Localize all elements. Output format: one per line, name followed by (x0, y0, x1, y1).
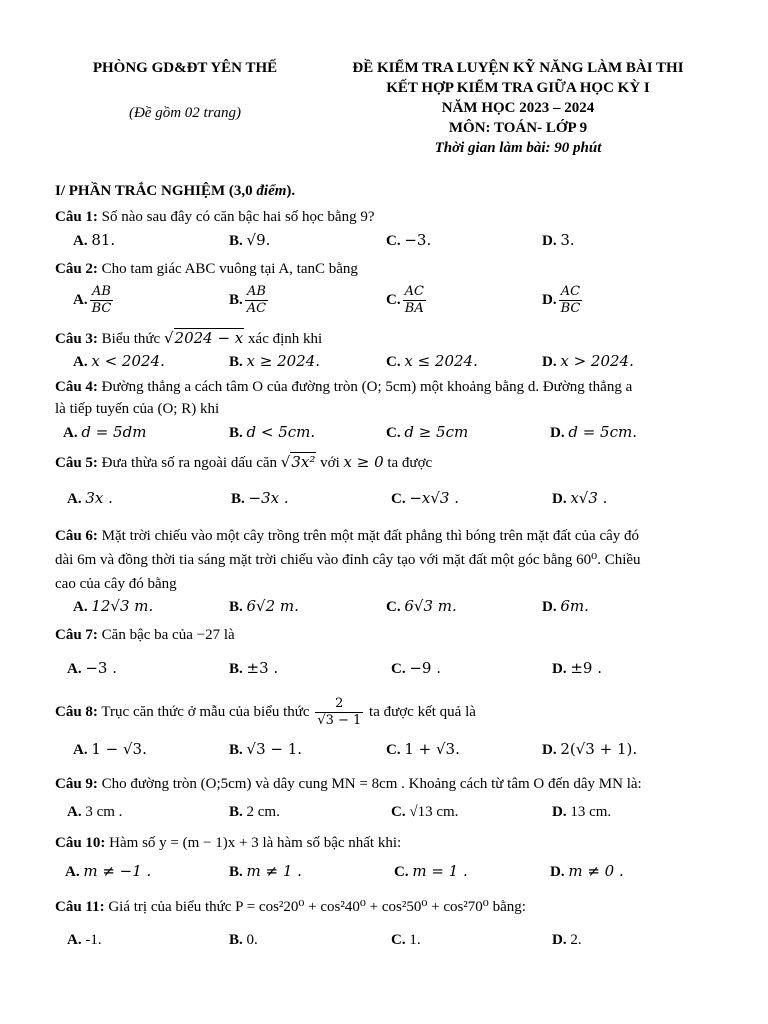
option-b: B. −3x . (231, 489, 289, 507)
question-3: Câu 3: Biểu thức √ 2024 − x xác định khi (55, 327, 715, 350)
question-11-options (55, 932, 715, 956)
option-d: D. m ≠ 0 . (550, 862, 624, 880)
option-c: C. x ≤ 2024. (386, 352, 478, 370)
option-b: B. 2 cm. (229, 804, 280, 820)
question-7: Câu 7: Căn bậc ba của −27 là (55, 627, 235, 643)
question-2: Câu 2: Cho tam giác ABC vuông tại A, tanC bằng (55, 261, 358, 277)
option-a: A. -1. (67, 932, 102, 948)
option-c: C. 1. (391, 932, 421, 948)
square-root: √ 2024 − x (164, 328, 244, 347)
option-d: D. $\frac{AC}{BC}$ (542, 284, 581, 316)
option-c: C. −x√3 . (391, 489, 460, 507)
option-a: A. 12√3 m. (73, 597, 154, 615)
question-1-options (55, 231, 715, 255)
fraction: $\frac{2}{√3 - 1}$ (317, 696, 362, 729)
school-year: NĂM HỌC 2023 – 2024 (441, 100, 595, 116)
option-d: D. d = 5cm. (550, 423, 637, 441)
square-root: √ 3x² (281, 452, 317, 471)
section-title: I/ PHẦN TRẮC NGHIỆM (3,0 điểm). (55, 183, 296, 199)
question-5: Câu 5: Đưa thừa số ra ngoài dấu căn √ 3x² với x ≥ 0 ta được (55, 451, 715, 474)
option-d: D. x > 2024. (542, 352, 634, 370)
option-a: A. m ≠ −1 . (65, 862, 152, 880)
question-9-options (55, 804, 715, 828)
option-a: A. −3 . (67, 659, 117, 677)
header-left (60, 58, 310, 123)
option-c: C. 6√3 m. (386, 597, 457, 615)
option-a: A. 81. (73, 231, 116, 249)
option-c: C. 1 + √3. (386, 740, 460, 758)
question-3-options (55, 352, 715, 376)
question-4: Câu 4: Đường thẳng a cách tâm O của đường tròn (O; 5cm) một khoảng bằng d. Đường thẳng a là tiếp tuyến của (O; R) khi (55, 379, 633, 417)
option-c: C. $\frac{AC}{BA}$ (386, 284, 424, 316)
question-2-options (55, 284, 715, 320)
question-6-options (55, 597, 715, 621)
option-a: A. 1 − √3. (73, 740, 147, 758)
exam-title: ĐỀ KIỂM TRA LUYỆN KỸ NĂNG LÀM BÀI THI (352, 60, 684, 76)
option-c: C. d ≥ 5cm (386, 423, 469, 441)
header-right (318, 58, 718, 158)
question-8-options (55, 740, 715, 764)
option-b: B. 0. (229, 932, 258, 948)
option-c: C. −3. (386, 231, 432, 249)
option-a: A. $\frac{AB}{BC}$ (73, 284, 112, 316)
option-a: A. 3 cm . (67, 804, 123, 820)
question-1: Câu 1: Số nào sau đây có căn bậc hai số học bằng 9? (55, 209, 375, 225)
subject: MÔN: TOÁN- LỚP 9 (448, 120, 588, 136)
question-10-options (55, 862, 715, 886)
option-d: D. 13 cm. (552, 804, 612, 820)
option-b: B. m ≠ 1 . (229, 862, 302, 880)
option-d: D. 2(√3 + 1). (542, 740, 638, 758)
option-b: B. √3 − 1. (229, 740, 303, 758)
department-name: PHÒNG GD&ĐT YÊN THẾ (92, 60, 278, 76)
time-limit: Thời gian làm bài: 90 phút (434, 140, 602, 156)
option-d: D. x√3 . (552, 489, 608, 507)
option-a: A. 3x . (67, 489, 113, 507)
question-8: Câu 8: Trục căn thức ở mẫu của biểu thức $\frac{2}{√3 - 1}$ ta được kết quả là (55, 696, 476, 729)
option-c: C. −9 . (391, 659, 441, 677)
question-10: Câu 10: Hàm số y = (m − 1)x + 3 là hàm số bậc nhất khi: (55, 835, 402, 851)
option-c: C. m = 1 . (394, 862, 468, 880)
option-c: C. √13 cm. (391, 804, 459, 820)
option-b: B. x ≥ 2024. (229, 352, 321, 370)
question-7-options (55, 659, 715, 683)
question-9: Câu 9: Cho đường tròn (O;5cm) và dây cung MN = 8cm . Khoảng cách từ tâm O đến dây MN là: (55, 776, 642, 792)
option-b: B. d < 5cm. (229, 423, 316, 441)
option-d: D. 3. (542, 231, 575, 249)
option-a: A. d = 5dm (63, 423, 147, 441)
option-b: B. 6√2 m. (229, 597, 299, 615)
question-5-options (55, 489, 715, 513)
option-d: D. ±9 . (552, 659, 602, 677)
option-b: B. $\frac{AB}{AC}$ (229, 284, 267, 316)
option-a: A. x < 2024. (73, 352, 165, 370)
question-11: Câu 11: Giá trị của biểu thức P = cos²20⁰ + cos²40⁰ + cos²50⁰ + cos²70⁰ bằng: (55, 899, 526, 915)
exam-subtitle: KẾT HỢP KIỂM TRA GIỮA HỌC KỲ I (386, 80, 650, 96)
option-d: D. 6m. (542, 597, 589, 615)
question-4-options (55, 423, 715, 447)
question-6: Câu 6: Mặt trời chiếu vào một cây trồng trên một mặt đất phẳng thì bóng trên mặt đất của cây đó dài 6m và đồng thời tia sáng mặt trời chiếu vào đỉnh cây tạo với mặt đất một góc bằng 60⁰. Chiều cao của cây đó bằng (55, 528, 641, 592)
option-b: B. ±3 . (229, 659, 279, 677)
option-b: B. √9. (229, 231, 271, 249)
option-d: D. 2. (552, 932, 582, 948)
page-count-note: (Đề gồm 02 trang) (128, 105, 242, 121)
